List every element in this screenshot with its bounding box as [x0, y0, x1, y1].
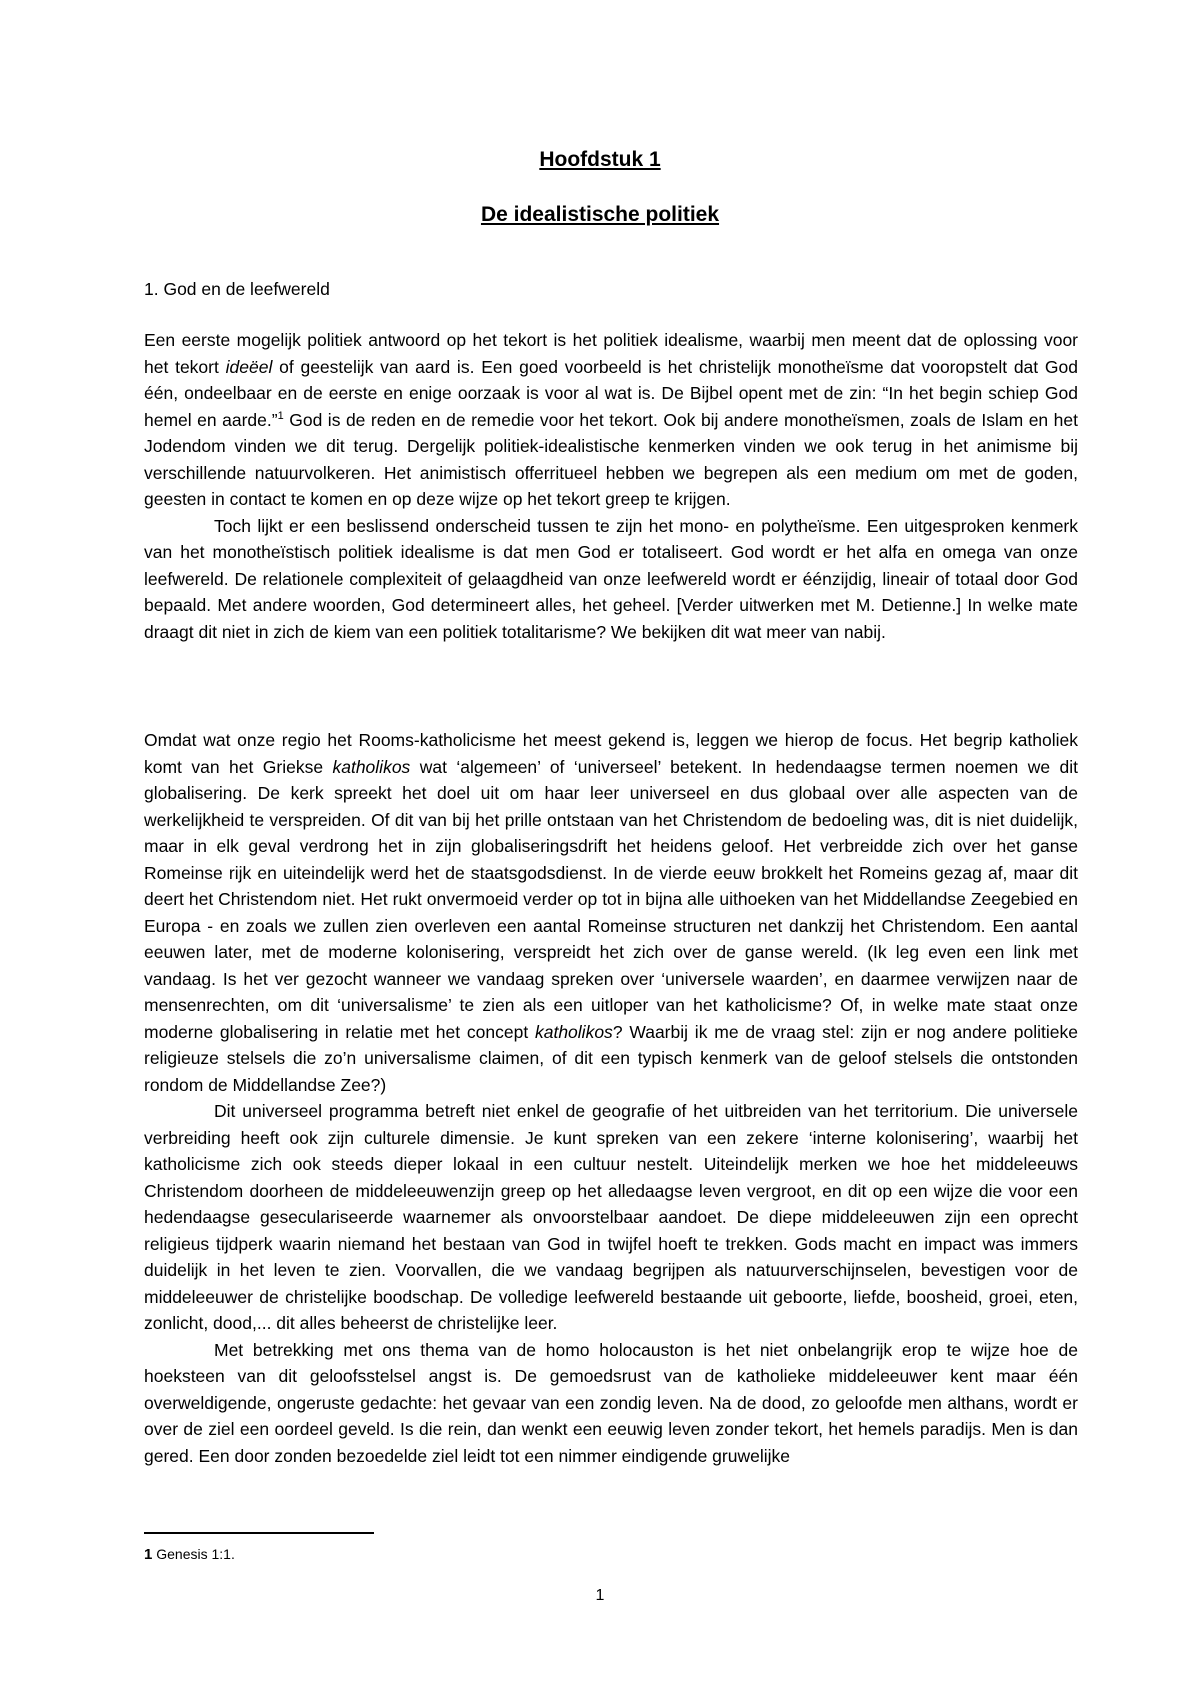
paragraph-1-italic: ideëel [225, 356, 273, 377]
paragraph-3-text-c: ? Waarbij ik me de vraag stel: zijn er nog andere politieke religieuze stelsels die zo’n universalisme claimen, of dit een typisch kenmerk van de geloof stelsels die ontstonden rondom de Middellandse Zee?) [144, 1021, 1078, 1095]
paragraph-2: Toch lijkt er een beslissend onderscheid tussen te zijn het mono- en polytheïsme. Een uitgesproken kenmerk van het monotheïstisch politiek idealisme is dat men God er totaliseert. God wordt er het alfa en omega van onze leefwereld. De relationele complexiteit of gelaagdheid van onze leefwereld wordt er éénzijdig, lineair of totaal door God bepaald. Met andere woorden, God determineert alles, het geheel. [Verder uitwerken met M. Detienne.] In welke mate draagt dit niet in zich de kiem van een politiek totalitarisme? We bekijken dit wat meer van nabij. [144, 515, 1078, 642]
paragraph-4: Dit universeel programma betreft niet enkel de geografie of het uitbreiden van het territorium. Die universele verbreiding heeft ook zijn culturele dimensie. Je kunt spreken van een zekere ‘interne kolonisering’, waarbij het katholicisme zich ook steeds dieper lokaal in een cultuur nestelt. Uiteindelijk merken we hoe het middeleeuws Christendom doorheen de middeleeuwenzijn greep op het alledaagse leven vergroot, en dit op een wijze die voor een hedendaagse geseculariseerde waarnemer als onvoorstelbaar aandoet. De diepe middeleeuwen zijn een oprecht religieus tijdperk waarin niemand het bestaan van God in twijfel hoeft te trekken. Gods macht en impact was immers duidelijk in het leven te zien. Voorvallen, die we vandaag begrijpen als natuurverschijnselen, bevestigen voor de middeleeuwer de christelijke boodschap. De volledige leefwereld bestaande uit geboorte, liefde, boosheid, groei, eten, zonlicht, dood,... dit alles beheerst de christelijke leer. [144, 1101, 1078, 1333]
paragraph-1-text-a: Een eerste mogelijk politiek antwoord op het tekort is het politiek idealisme, waarbij men meent dat de oplossing voor het tekort [144, 330, 1078, 377]
page-number: 1 [595, 1587, 605, 1604]
chapter-title: De idealistische politiek [480, 203, 720, 226]
paragraph-3-italic-2: katholikos [534, 1021, 613, 1042]
footnote-number: 1 [144, 1546, 153, 1563]
paragraph-1-text-c: God is de reden en de remedie voor het tekort. Ook bij andere monotheïsmen, zoals de Islam en het Jodendom vinden we dit terug. Dergelijk politiek-idealistische kenmerken vinden we ook terug in het animisme bij verschillende natuurvolkeren. Het animistisch offerritueel hebben we begrepen als een medium om met de goden, geesten in contact te komen en op deze wijze op het tekort greep te krijgen. [144, 409, 1078, 509]
footnote [144, 1546, 235, 1563]
chapter-label: Hoofdstuk 1 [539, 148, 661, 171]
paragraph-3 [144, 727, 1078, 1098]
paragraph-3-text-a: Omdat wat onze regio het Rooms-katholicisme het meest gekend is, leggen we hierop de focus. Het begrip katholiek komt van het Griekse [144, 730, 1078, 777]
paragraph-3-italic-1: katholikos [332, 756, 411, 777]
footnote-reference[interactable]: 1 [277, 409, 284, 422]
paragraph-1-text-b: of geestelijk van aard is. Een goed voorbeeld is het christelijk monotheïsme dat vooropstelt dat God één, ondeelbaar en de eerste en enige oorzaak is voor al wat is. De Bijbel opent met de zin: “In het begin schiep God hemel en aarde.” [144, 356, 1078, 430]
paragraph-1 [144, 327, 1078, 513]
body-text-block-1 [144, 327, 1078, 645]
paragraph-3-text-b: wat ‘algemeen’ of ‘universeel’ betekent. In hedendaagse termen noemen we dit globalisering. De kerk spreekt het doel uit om haar leer universeel en dus globaal over alle aspecten van de werkelijkheid te verspreiden. Of dit van bij het prille ontstaan van het Christendom de bedoeling was, dit is niet duidelijk, maar in elk geval verdrong het in zijn globaliseringsdrift het heidens geloof. Het verbreidde zich over het ganse Romeinse rijk en uiteindelijk werd het de staatsgodsdienst. In de vierde eeuw brokkelt het Romeins gezag af, maar dit deert het Christendom niet. Het rukt onvermoeid verder op tot in bijna alle uithoeken van het Middellandse Zeegebied en Europa - en zoals we zullen zien overleven een aantal Romeinse structuren net dankzij het Christendom. Een aantal eeuwen later, met de moderne kolonisering, verspreidt het zich over de ganse wereld. (Ik leg even een link met vandaag. Is het ver gezocht wanneer we vandaag spreken over ‘universele waarden’, en daarmee verwijzen naar de mensenrechten, om dit ‘universalisme’ te zien als een uitloper van het katholicisme? Of, in welke mate staat onze moderne globalisering in relatie met het concept [144, 756, 1078, 1042]
section-heading: 1. God en de leefwereld [144, 279, 330, 299]
footnote-separator [144, 1532, 374, 1534]
footnote-text: Genesis 1:1. [152, 1546, 235, 1562]
paragraph-5: Met betrekking met ons thema van de homo holocauston is het niet onbelangrijk erop te wijze hoe de hoeksteen van dit geloofsstelsel angst is. De gemoedsrust van de katholieke middeleeuwer kent maar één overweldigende, ongeruste gedachte: het gevaar van een zondig leven. Na de dood, zo geloofde men althans, wordt er over de ziel een oordeel geveld. Is die rein, dan wenkt een eeuwig leven zonder tekort, het hemels paradijs. Men is dan gered. Een door zonden bezoedelde ziel leidt tot een nimmer eindigende gruwelijke [144, 1339, 1078, 1466]
body-text-block-2 [144, 727, 1078, 1469]
